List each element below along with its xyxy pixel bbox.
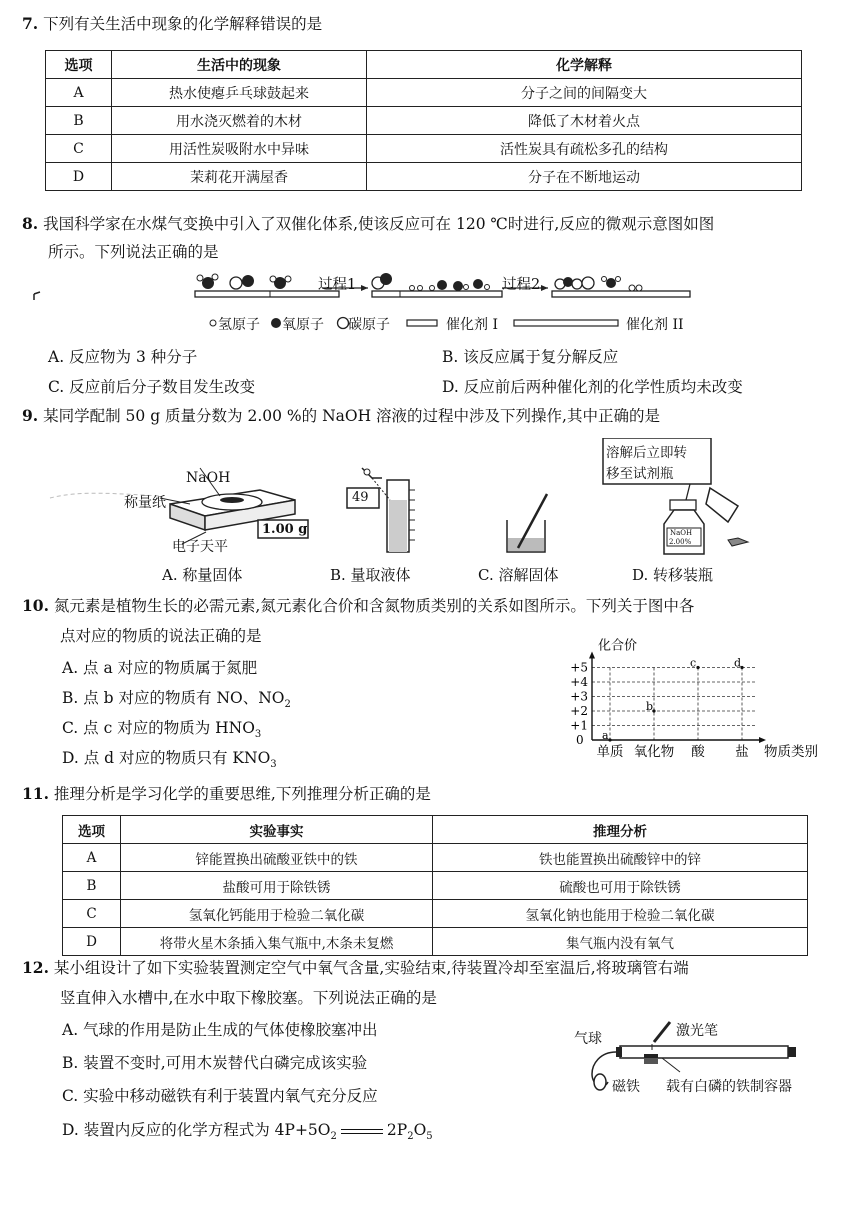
q12-option-d[interactable]: [62, 1118, 433, 1142]
table-cell: 锌能置换出硫酸亚铁中的铁: [121, 844, 433, 872]
catalyst2-icon: [514, 320, 618, 326]
q12-option-d-text: D. 装置内反应的化学方程式为 4P+5O: [62, 1121, 331, 1139]
q12-product-o: O: [413, 1121, 427, 1139]
table-cell: A: [63, 844, 121, 872]
note-line2: 移至试剂瓶: [606, 466, 674, 482]
co-molecule-icon: [230, 275, 254, 289]
carbon-atom-icon: [338, 318, 349, 329]
header-cell: 选项: [46, 51, 112, 79]
bottle-label-line1: NaOH: [670, 529, 693, 537]
cylinder-reading: 49: [352, 490, 369, 505]
table-cell: 降低了木材着火点: [367, 107, 802, 135]
q7-stem: [22, 12, 322, 36]
legend-carbon: 碳原子: [348, 317, 390, 333]
y-tick-label: +4: [570, 675, 588, 689]
q12-stem-text: 某小组设计了如下实验装置测定空气中氧气含量,实验结束,待装置冷却至室温后,将玻璃管右端: [53, 959, 689, 977]
table-cell: 活性炭具有疏松多孔的结构: [367, 135, 802, 163]
x-axis-label: 物质类别: [764, 744, 818, 760]
balloon-label: 气球: [574, 1031, 602, 1047]
legend-catalyst2: 催化剂 II: [626, 317, 684, 333]
x-tick-label: 盐: [735, 744, 749, 760]
table-cell: B: [63, 872, 121, 900]
q7-stem-text: 下列有关生活中现象的化学解释错误的是: [43, 15, 323, 33]
subscript: 5: [426, 1131, 433, 1143]
q12-option-b[interactable]: B. 装置不变时,可用木炭替代白磷完成该实验: [62, 1054, 368, 1072]
process2-label: 过程2: [502, 277, 541, 293]
table-cell: 集气瓶内没有氧气: [433, 928, 808, 956]
water-molecule-icon: [270, 276, 291, 289]
pointer-line: [662, 1058, 680, 1072]
y-tick-label: +1: [570, 718, 588, 733]
table-row: [46, 163, 802, 191]
magnet-label: 磁铁: [612, 1079, 640, 1095]
table-cell: 盐酸可用于除铁锈: [121, 872, 433, 900]
header-cell: 化学解释: [367, 51, 802, 79]
q8-option-b[interactable]: B. 该反应属于复分解反应: [442, 348, 619, 366]
q8-stem-line2: 所示。下列说法正确的是: [48, 243, 219, 261]
balance-reading: 1.00 g: [262, 522, 308, 537]
table-cell: 硫酸也可用于除铁锈: [433, 872, 808, 900]
table-cell: C: [63, 900, 121, 928]
subscript: 2: [407, 1131, 414, 1143]
y-axis-arrow-icon: [589, 652, 595, 659]
header-cell: 推理分析: [433, 816, 808, 844]
catalyst1-icon: [407, 320, 437, 326]
header-cell: 选项: [63, 816, 121, 844]
x-tick-label: 酸: [691, 744, 705, 760]
table-row: [63, 872, 808, 900]
q12-product-p: 2P: [386, 1121, 408, 1139]
q10-chart: [556, 622, 820, 770]
y-tick-label: +2: [570, 704, 588, 718]
q11-table: [62, 815, 808, 956]
bottle-label-line2: 2.00%: [669, 538, 692, 546]
q9-option-d[interactable]: D. 转移装瓶: [632, 566, 714, 584]
table-cell: 用活性炭吸附水中异味: [112, 135, 367, 163]
header-cell: 实验事实: [121, 816, 433, 844]
header-cell: 生活中的现象: [112, 51, 367, 79]
process1-label: 过程1: [318, 277, 357, 293]
catalyst-bar: [552, 291, 690, 297]
subscript: 3: [254, 729, 262, 741]
origin-label: 0: [576, 733, 584, 747]
q10-option-c-text: C. 点 c 对应的物质为 HNO: [62, 719, 255, 737]
q12-stem-line2: 竖直伸入水槽中,在水中取下橡胶塞。下列说法正确的是: [60, 989, 437, 1007]
table-cell: B: [46, 107, 112, 135]
x-tick-label: 单质: [596, 744, 624, 760]
q11-stem: [22, 782, 431, 806]
table-cell: 氢氧化钠也能用于检验二氧化碳: [433, 900, 808, 928]
x-axis-arrow-icon: [759, 737, 766, 743]
table-header: [46, 51, 802, 79]
table-row: [46, 79, 802, 107]
data-point: [608, 738, 611, 741]
q10-option-b[interactable]: [62, 686, 291, 710]
water-molecule-icon: [197, 274, 218, 289]
q10-option-d-text: D. 点 d 对应的物质只有 KNO: [62, 749, 271, 767]
y-tick-label: +3: [570, 689, 588, 704]
naoh-label: NaOH: [186, 470, 231, 486]
q12-option-c[interactable]: C. 实验中移动磁铁有利于装置内氧气充分反应: [62, 1087, 378, 1105]
subscript: 3: [270, 759, 277, 771]
balloon-icon: [594, 1074, 606, 1090]
q9-option-c[interactable]: C. 溶解固体: [478, 566, 559, 584]
q8-number: 8.: [22, 214, 39, 233]
q10-option-d[interactable]: [62, 746, 277, 770]
q10-stem-text: 氮元素是植物生长的必需元素,氮元素化合价和含氮物质类别的关系如图所示。下列关于图中各: [53, 597, 695, 615]
arrow-head-icon: [361, 285, 368, 291]
q9-option-a[interactable]: A. 称量固体: [162, 566, 243, 584]
q10-option-b-text: B. 点 b 对应的物质有 NO、NO: [62, 689, 285, 707]
phosphorus-container-icon: [644, 1054, 658, 1058]
q8-option-a[interactable]: A. 反应物为 3 种分子: [48, 348, 198, 366]
data-point-label: c: [690, 656, 697, 670]
legend-oxygen: 氧原子: [282, 317, 324, 333]
q10-stem-line2: 点对应的物质的说法正确的是: [60, 627, 262, 645]
beaker-stirring-icon: [507, 494, 547, 552]
glass-tube-icon: [616, 1046, 796, 1058]
table-cell: 茉莉花开满屋香: [112, 163, 367, 191]
catalyst-bar: [372, 291, 502, 297]
table-row: [63, 928, 808, 956]
q8-option-c[interactable]: C. 反应前后分子数目发生改变: [48, 378, 256, 396]
table-cell: 用水浇灭燃着的木材: [112, 107, 367, 135]
q10-number: 10.: [22, 596, 49, 615]
q10-option-c[interactable]: [62, 716, 261, 740]
hydrogen-atom-icon: [210, 320, 216, 326]
q10-stem-line1: [22, 594, 694, 618]
oxygen-atom-icon: [271, 318, 281, 328]
subscript: 2: [284, 699, 291, 711]
q11-number: 11.: [22, 784, 49, 803]
q9-option-b[interactable]: B. 量取液体: [330, 566, 411, 584]
q8-stem-text: 我国科学家在水煤气变换中引入了双催化体系,使该反应可在 120 ℃时进行,反应的微观示意图如图: [43, 215, 715, 233]
y-tick-label: +5: [570, 660, 588, 675]
measuring-cylinder-icon: [347, 468, 415, 552]
data-point-label: a: [602, 729, 609, 742]
q12-number: 12.: [22, 958, 49, 977]
q12-option-a[interactable]: A. 气球的作用是防止生成的气体使橡胶塞冲出: [62, 1021, 378, 1039]
table-row: [63, 844, 808, 872]
arrow-head-icon: [541, 285, 548, 291]
table-cell: 分子之间的间隔变大: [367, 79, 802, 107]
x-tick-label: 氧化物: [633, 744, 675, 760]
table-cell: D: [46, 163, 112, 191]
table-row: [46, 107, 802, 135]
q10-option-a[interactable]: A. 点 a 对应的物质属于氮肥: [62, 659, 258, 677]
q9-number: 9.: [22, 406, 39, 425]
product-molecules: [555, 277, 642, 292]
q11-stem-text: 推理分析是学习化学的重要思维,下列推理分析正确的是: [53, 785, 431, 803]
equals-sign-icon: [341, 1129, 383, 1134]
adsorbed-molecules: [372, 273, 490, 291]
q7-number: 7.: [22, 14, 39, 33]
table-cell: 将带火星木条插入集气瓶中,木条未复燃: [121, 928, 433, 956]
legend-hydrogen: 氢原子: [218, 317, 260, 333]
data-point-label: b: [646, 700, 654, 713]
magnet-icon: [644, 1058, 658, 1064]
table-cell: D: [63, 928, 121, 956]
subscript: 2: [330, 1131, 337, 1143]
container-label: 载有白磷的铁制容器: [666, 1079, 792, 1095]
table-row: [46, 135, 802, 163]
table-header: [63, 816, 808, 844]
q7-table: [45, 50, 802, 191]
laser-label: 激光笔: [676, 1023, 718, 1039]
q8-stem-line1: [22, 212, 714, 236]
table-cell: 铁也能置换出硫酸锌中的锌: [433, 844, 808, 872]
table-cell: 分子在不断地运动: [367, 163, 802, 191]
table-cell: C: [46, 135, 112, 163]
legend-catalyst1: 催化剂 I: [446, 317, 498, 333]
q9-stem-text: 某同学配制 50 g 质量分数为 2.00 %的 NaOH 溶液的过程中涉及下列操作,其中正确的是: [43, 407, 660, 425]
balance-label: 电子天平: [172, 539, 228, 555]
data-point: [696, 666, 699, 669]
y-axis-label: 化合价: [598, 638, 638, 654]
weighing-paper-label: 称量纸: [124, 495, 166, 511]
q8-option-d[interactable]: D. 反应前后两种催化剂的化学性质均未改变: [442, 378, 743, 396]
stray-mark: [34, 292, 40, 300]
table-cell: A: [46, 79, 112, 107]
table-cell: 热水使瘪乒乓球鼓起来: [112, 79, 367, 107]
q9-stem: [22, 404, 660, 428]
q12-stem-line1: [22, 956, 689, 980]
table-cell: 氢氧化钙能用于检验二氧化碳: [121, 900, 433, 928]
data-point-label: d: [734, 656, 742, 670]
note-line1: 溶解后立即转: [606, 445, 687, 461]
table-row: [63, 900, 808, 928]
